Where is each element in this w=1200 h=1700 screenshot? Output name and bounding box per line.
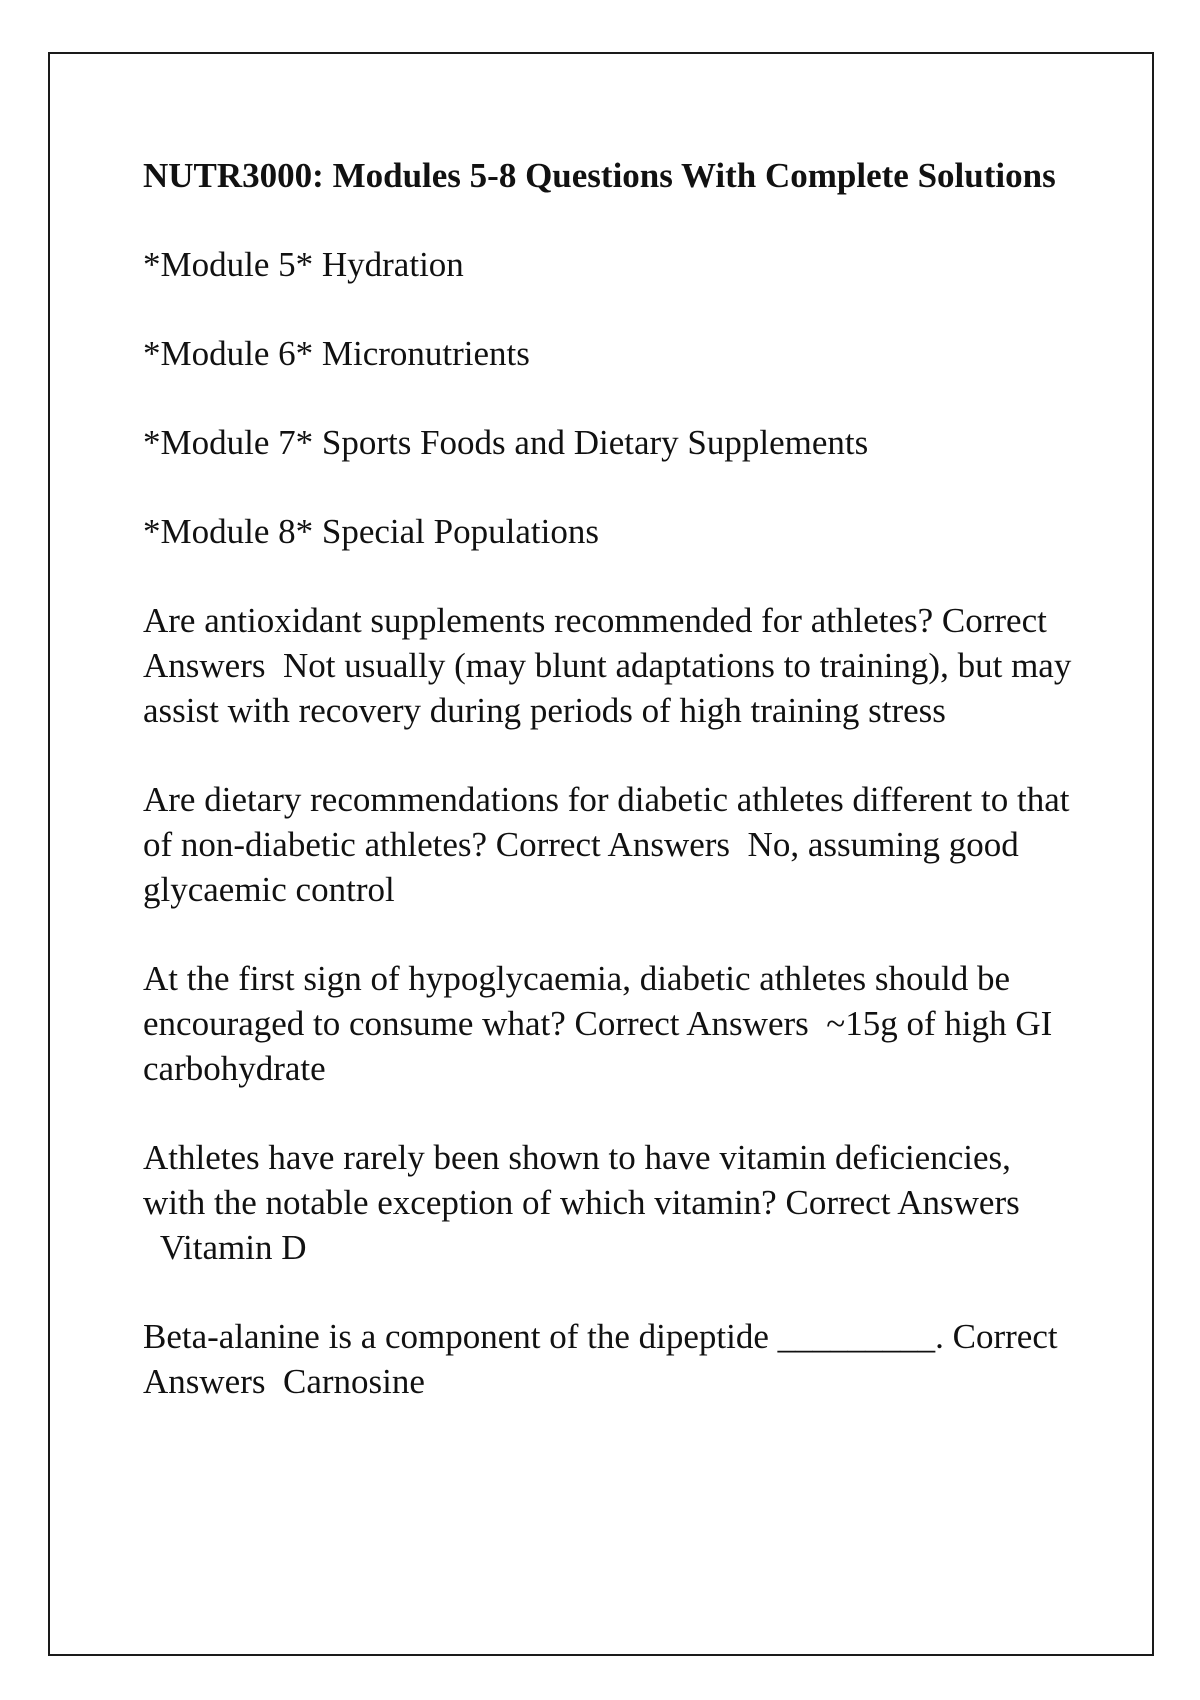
answer-label: Correct Answers (143, 1317, 1058, 1401)
qa-item (143, 598, 1073, 733)
question-text: Are dietary recommendations for diabetic athletes different to that of non-diabetic athletes? (143, 780, 1070, 864)
module-heading: *Module 5* Hydration (143, 245, 464, 284)
answer-text: Carnosine (282, 1362, 425, 1401)
qa-item (143, 1135, 1073, 1270)
answer-text: ~15g of high GI carbohydrate (143, 1004, 1053, 1088)
question-text: Are antioxidant supplements recommended for athletes? (143, 601, 934, 640)
module-heading: *Module 7* Sports Foods and Dietary Supplements (143, 423, 869, 462)
document-title: NUTR3000: Modules 5-8 Questions With Complete Solutions (143, 156, 1056, 195)
question-text: At the first sign of hypoglycaemia, diabetic athletes should be encouraged to consume what? (143, 959, 1011, 1043)
qa-item (143, 956, 1073, 1091)
document-body (143, 153, 1073, 1448)
module-heading: *Module 8* Special Populations (143, 512, 599, 551)
qa-item (143, 1314, 1073, 1404)
answer-text: No, assuming good glycaemic control (143, 825, 1019, 909)
answer-label: Correct Answers (495, 825, 731, 864)
answer-label: Correct Answers (574, 1004, 809, 1043)
answer-text: Vitamin D (159, 1228, 307, 1267)
qa-item (143, 777, 1073, 912)
question-text: Beta-alanine is a component of the dipeptide _________. (143, 1317, 944, 1356)
question-text: Athletes have rarely been shown to have vitamin deficiencies, with the notable exception of which vitamin? (143, 1138, 1011, 1222)
answer-text: Not usually (may blunt adaptations to training), but may assist with recovery during periods of high training stress (143, 646, 1072, 730)
module-heading: *Module 6* Micronutrients (143, 334, 530, 373)
answer-label: Correct Answers (143, 601, 1047, 685)
answer-label: Correct Answers (785, 1183, 1020, 1222)
